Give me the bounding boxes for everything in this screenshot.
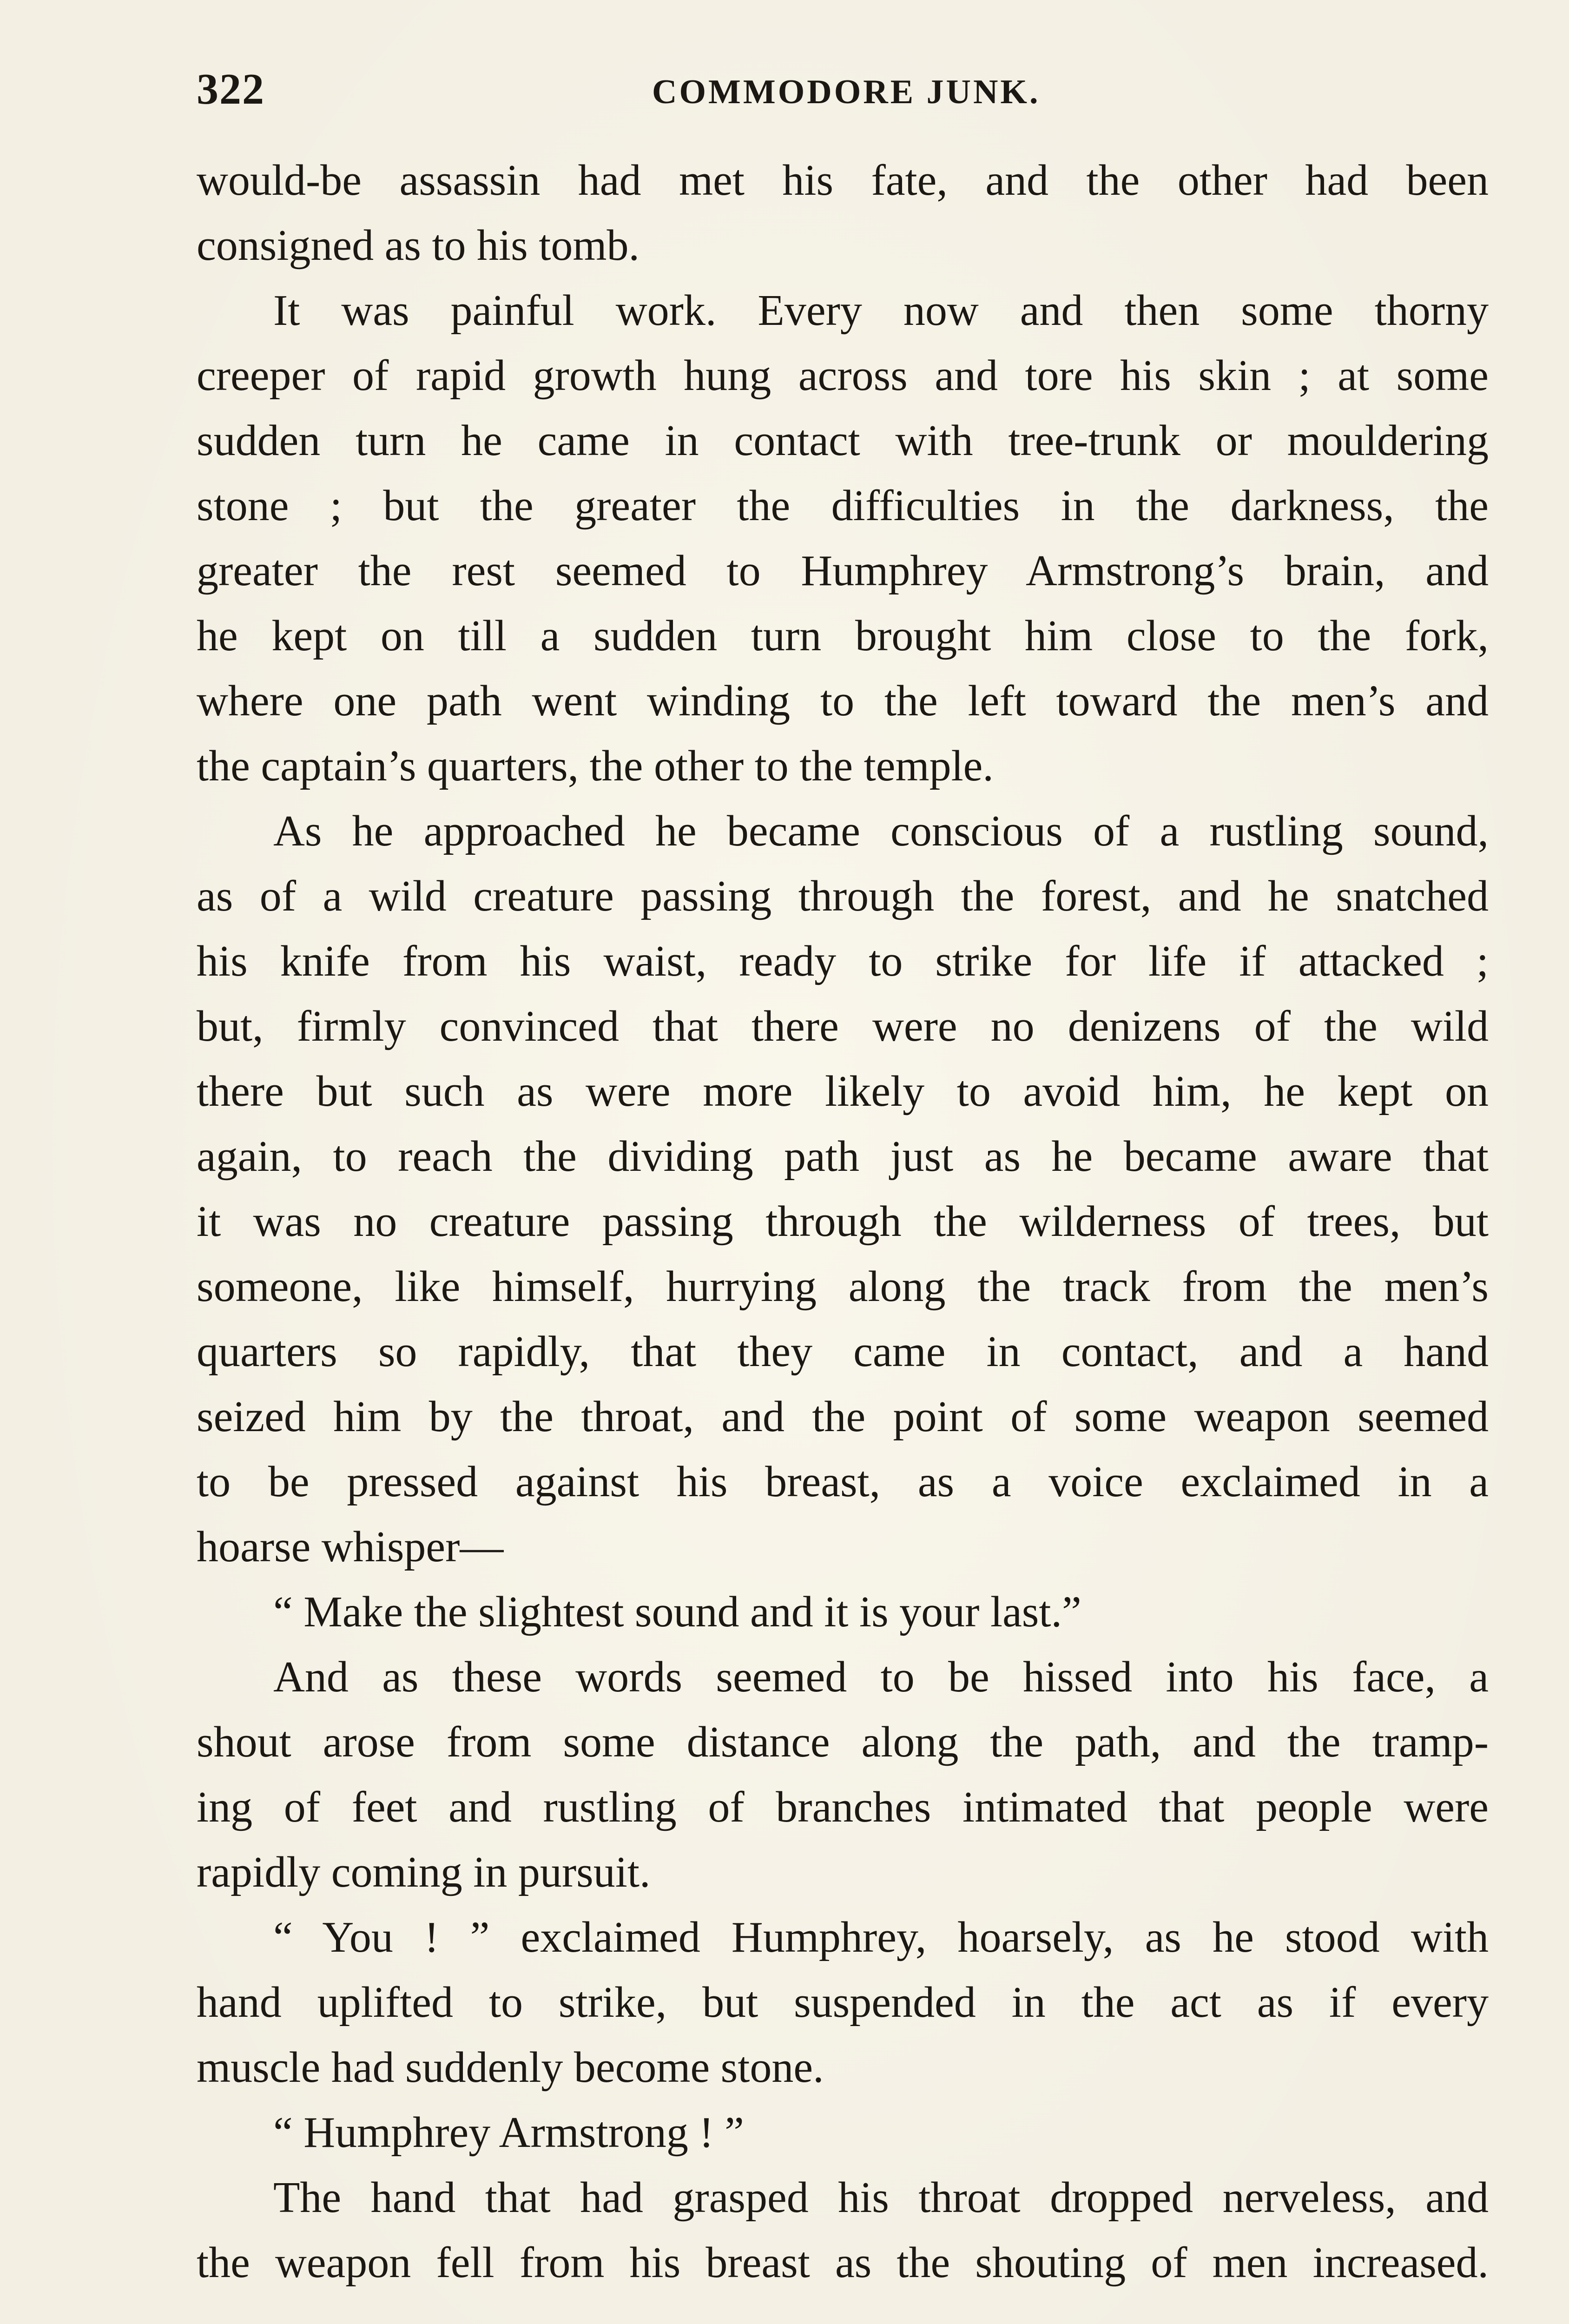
text-line: again, to reach the dividing path just as he became aware that — [197, 1132, 1489, 1181]
text-line: The hand that had grasped his throat dropped nerveless, and — [273, 2173, 1489, 2222]
text-line: would-be assassin had met his fate, and the other had been — [197, 156, 1489, 205]
running-head — [197, 64, 1489, 129]
text-line: the captain’s quarters, the other to the temple. — [197, 742, 994, 790]
text-line: the weapon fell from his breast as the shouting of men increased. — [197, 2238, 1489, 2287]
text-line: it was no creature passing through the wilderness of trees, but — [197, 1197, 1489, 1246]
text-line: creeper of rapid growth hung across and tore his skin ; at some — [197, 351, 1489, 400]
text-line: muscle had suddenly become stone. — [197, 2043, 824, 2092]
text-line: to be pressed against his breast, as a voice exclaimed in a — [197, 1458, 1489, 1506]
text-line: ing of feet and rustling of branches intimated that people were — [197, 1783, 1489, 1831]
text-line: there but such as were more likely to avoid him, he kept on — [197, 1067, 1489, 1116]
text-line: consigned as to his tomb. — [197, 221, 639, 270]
text-line: quarters so rapidly, that they came in contact, and a hand — [197, 1327, 1489, 1376]
text-line: he kept on till a sudden turn brought him close to the fork, — [197, 612, 1489, 660]
text-line: It was painful work. Every now and then some thorny — [273, 286, 1489, 335]
text-line: rapidly coming in pursuit. — [197, 1848, 651, 1896]
body-text — [197, 148, 1489, 2295]
text-line: stone ; but the greater the difficulties in the darkness, the — [197, 482, 1489, 530]
text-line: as of a wild creature passing through the forest, and he snatched — [197, 872, 1489, 920]
text-line: his knife from his waist, ready to strike for life if attacked ; — [197, 937, 1489, 985]
text-line: As he approached he became conscious of a rustling sound, — [273, 807, 1489, 855]
text-line: where one path went winding to the left toward the men’s and — [197, 677, 1489, 725]
text-line: And as these words seemed to be hissed into his face, a — [273, 1653, 1489, 1701]
text-line: but, firmly convinced that there were no denizens of the wild — [197, 1002, 1489, 1050]
text-line: hoarse whisper— — [197, 1523, 504, 1571]
page-number: 322 — [197, 65, 265, 113]
text-line: sudden turn he came in contact with tree-trunk or mouldering — [197, 416, 1489, 465]
text-line: shout arose from some distance along the path, and the tramp- — [197, 1718, 1489, 1766]
text-line: seized him by the throat, and the point of some weapon seemed — [197, 1393, 1489, 1441]
text-line: hand uplifted to strike, but suspended in the act as if every — [197, 1978, 1489, 2027]
running-title: COMMODORE JUNK. — [652, 73, 1041, 111]
text-line: greater the rest seemed to Humphrey Armstrong’s brain, and — [197, 547, 1489, 595]
text-line: someone, like himself, hurrying along the track from the men’s — [197, 1262, 1489, 1311]
text-line: “ You ! ” exclaimed Humphrey, hoarsely, as he stood with — [273, 1913, 1489, 1961]
text-line: “ Humphrey Armstrong ! ” — [273, 2108, 744, 2157]
text-line: “ Make the slightest sound and it is your last.” — [273, 1588, 1081, 1636]
